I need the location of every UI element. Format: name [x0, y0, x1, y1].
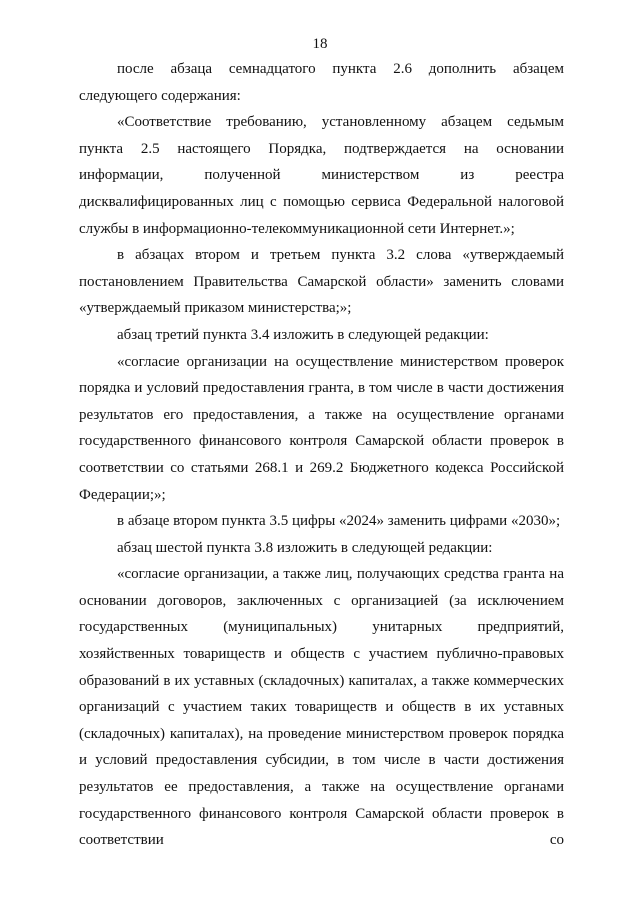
- paragraph-quote-consent-grant: «согласие организации на осуществление министерством проверок порядка и условий предоставления гранта, в том числе в части достижения результатов его предоставления, а также на осуществление органами государственного финансового контроля Самарской области проверок в соответствии со статьями 268.1 и 269.2 Бюджетного кодекса Российской Федерации;»;: [79, 353, 564, 503]
- paragraph-amend-3-2: в абзацах втором и третьем пункта 3.2 слова «утверждаемый постановлением Правительства Самарской области» заменить словами «утверждаемый приказом министерства;»;: [79, 247, 564, 317]
- paragraph-amend-2-6: после абзаца семнадцатого пункта 2.6 дополнить абзацем следующего содержания:: [79, 61, 564, 104]
- paragraph-quote-disqualified-registry: «Соответствие требованию, установленному абзацем седьмым пункта 2.5 настоящего Порядка, подтверждается на основании информации, полученной министерством из реестра дисквалифицированных лиц с помощью сервиса Федеральной налоговой службы в информационно-телекоммуникационной сети Интернет.»;: [79, 114, 564, 237]
- page-number: 18: [312, 36, 328, 52]
- paragraph-amend-3-4: абзац третий пункта 3.4 изложить в следующей редакции:: [117, 326, 489, 343]
- paragraph-amend-3-8: абзац шестой пункта 3.8 изложить в следующей редакции:: [117, 539, 493, 556]
- paragraph-amend-3-5: в абзаце втором пункта 3.5 цифры «2024» заменить цифрами «2030»;: [117, 513, 561, 530]
- document-body: [79, 56, 564, 854]
- paragraph-quote-consent-subsidy: «согласие организации, а также лиц, получающих средства гранта на основании договоров, заключенных с организацией (за исключением государственных (муниципальных) унитарных предприятий, хозяйственных товариществ и обществ с участием публично-правовых образований в их уставных (складочных) капиталах, а также коммерческих организаций с участием таких товариществ и обществ в их уставных (складочных) капиталах), на проведение министерством проверок порядка и условий предоставления субсидии, в том числе в части достижения результатов ее предоставления, а также на осуществление органами государственного финансового контроля Самарской области проверок в соответствии со: [79, 566, 564, 849]
